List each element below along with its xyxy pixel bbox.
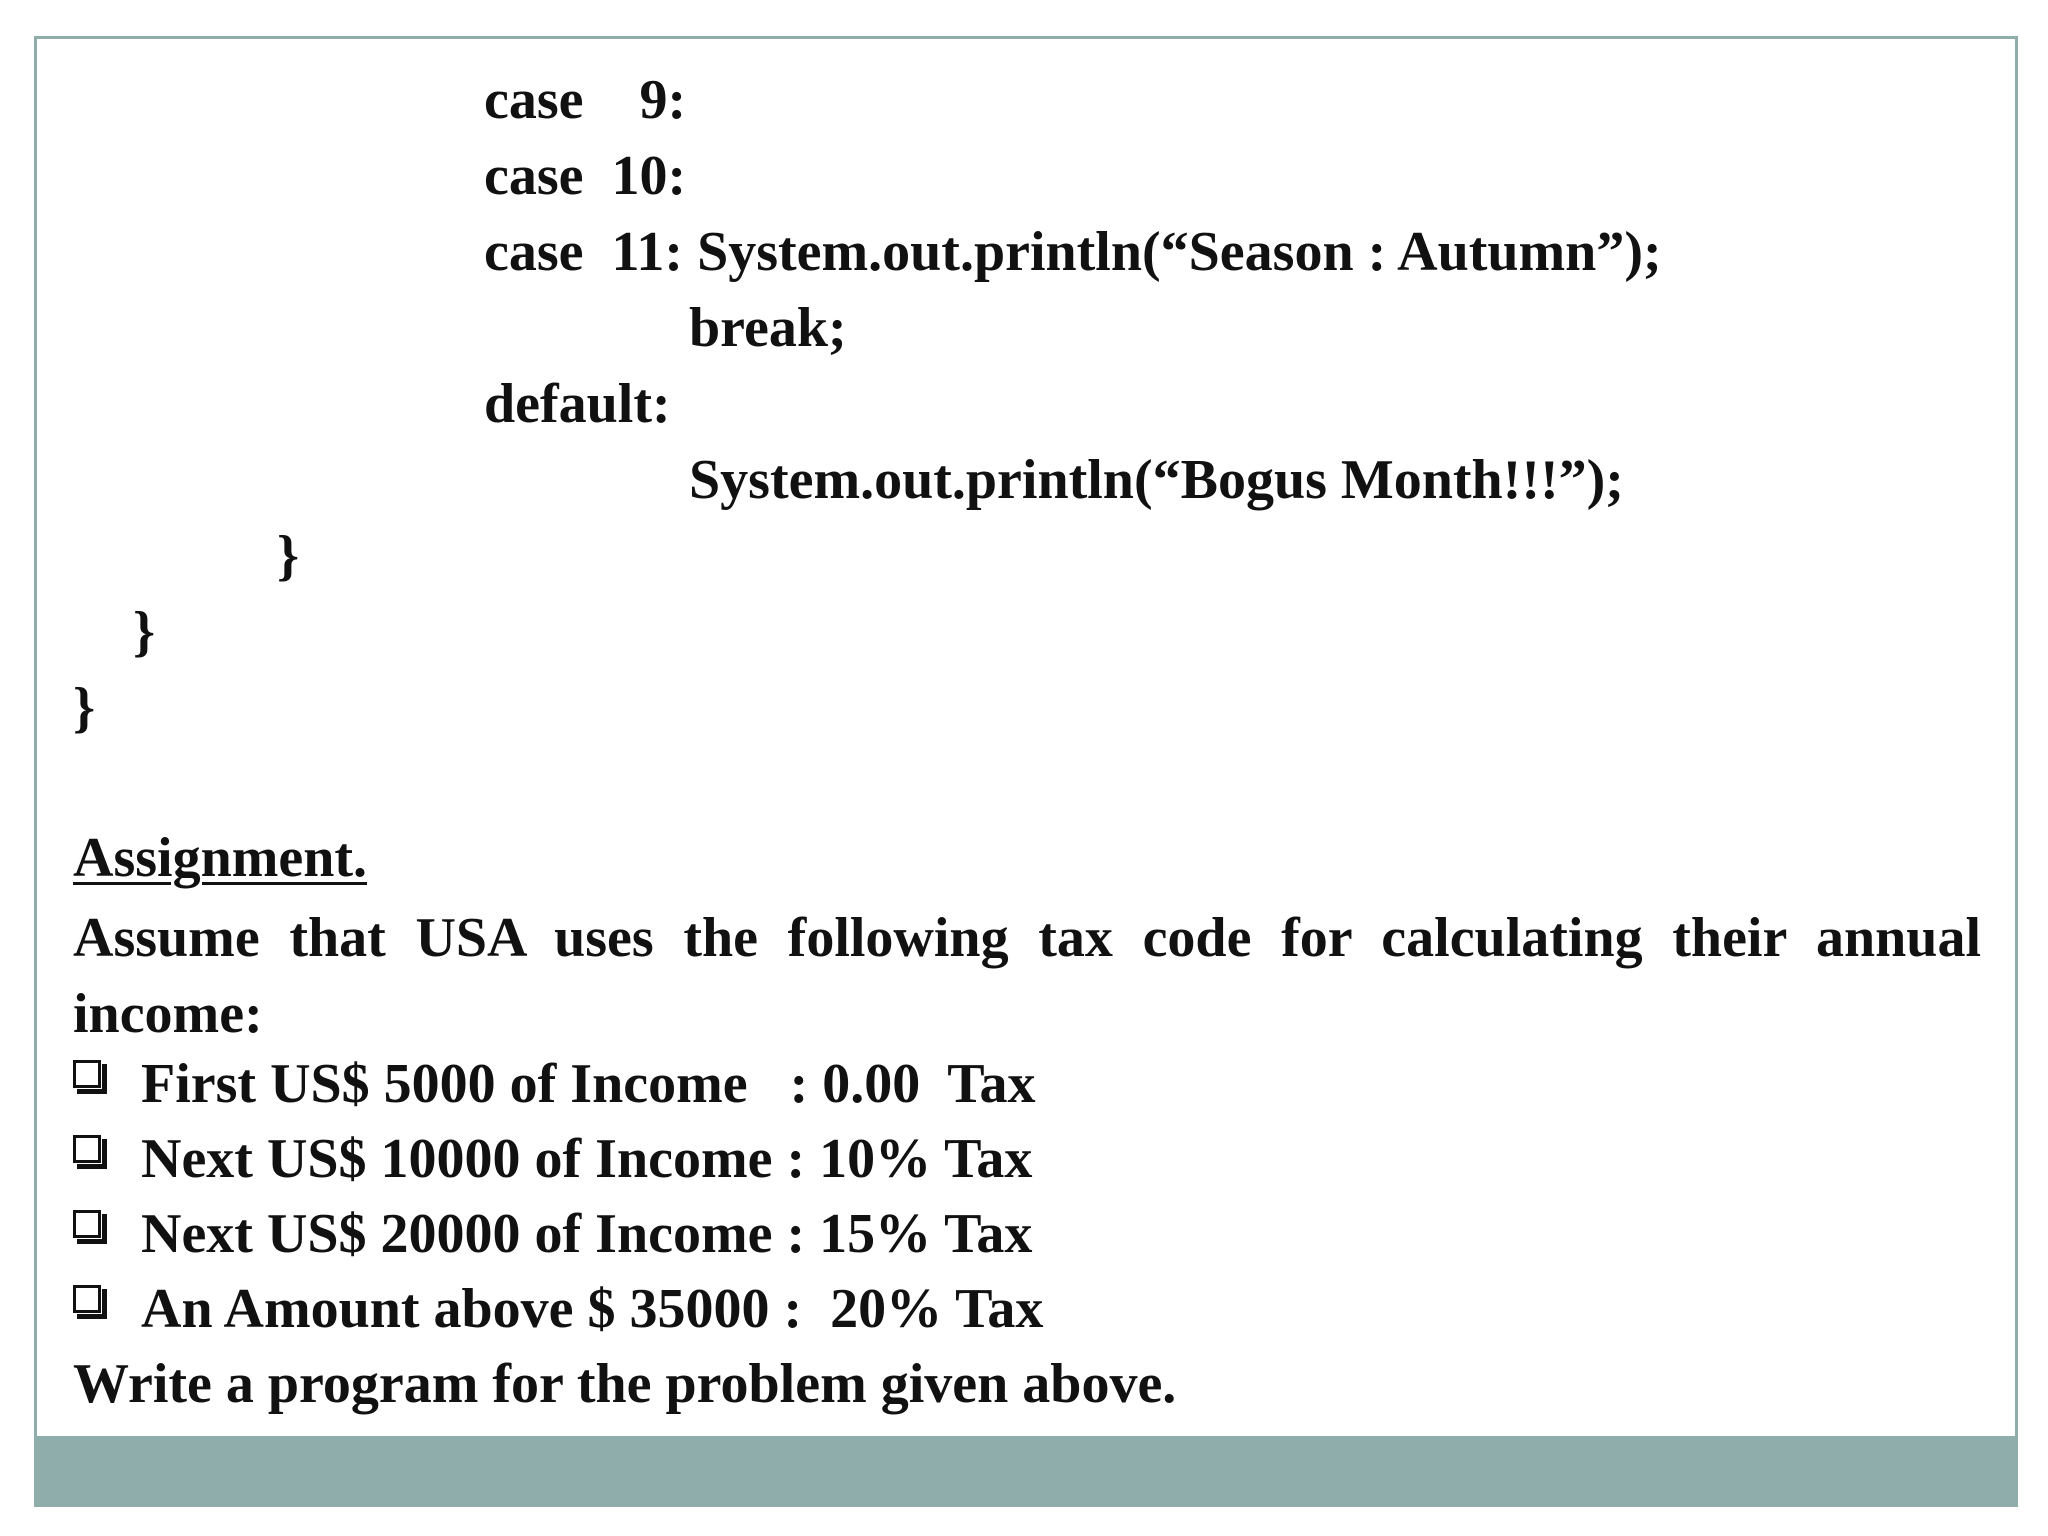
tax-bracket-item: [73, 1052, 1035, 1116]
code-line-default: default:: [484, 373, 671, 435]
tax-bracket-item: [73, 1202, 1032, 1266]
checkbox-icon: [73, 1060, 107, 1094]
assignment-heading: Assignment.: [73, 827, 368, 889]
checkbox-icon: [73, 1135, 107, 1169]
checkbox-icon: [73, 1285, 107, 1319]
slide-footer-bar: [34, 1436, 2018, 1507]
code-line-break: break;: [689, 297, 847, 359]
code-line-bogus-month: System.out.println(“Bogus Month!!!”);: [689, 449, 1624, 511]
tax-bracket-text: Next US$ 20000 of Income : 15% Tax: [141, 1203, 1033, 1265]
code-line-case-10: case 10:: [484, 145, 687, 207]
tax-bracket-text: First US$ 5000 of Income : 0.00 Tax: [141, 1053, 1036, 1115]
checkbox-icon: [73, 1210, 107, 1244]
assignment-instruction: Write a program for the problem given above.: [73, 1353, 1177, 1415]
tax-bracket-item: [73, 1127, 1032, 1191]
code-closing-brace-method: }: [133, 601, 156, 663]
tax-bracket-text: An Amount above $ 35000 : 20% Tax: [141, 1278, 1044, 1340]
code-closing-brace-class: }: [73, 677, 96, 739]
assignment-intro: Assume that USA uses the following tax code for calculating their annual income:: [73, 907, 1981, 1045]
code-line-case-9: case 9:: [484, 69, 687, 131]
code-closing-brace-switch: }: [277, 525, 300, 587]
code-line-case-11: case 11: System.out.println(“Season : Autumn”);: [484, 221, 1662, 283]
tax-bracket-item: [73, 1277, 1043, 1341]
tax-bracket-text: Next US$ 10000 of Income : 10% Tax: [141, 1128, 1033, 1190]
